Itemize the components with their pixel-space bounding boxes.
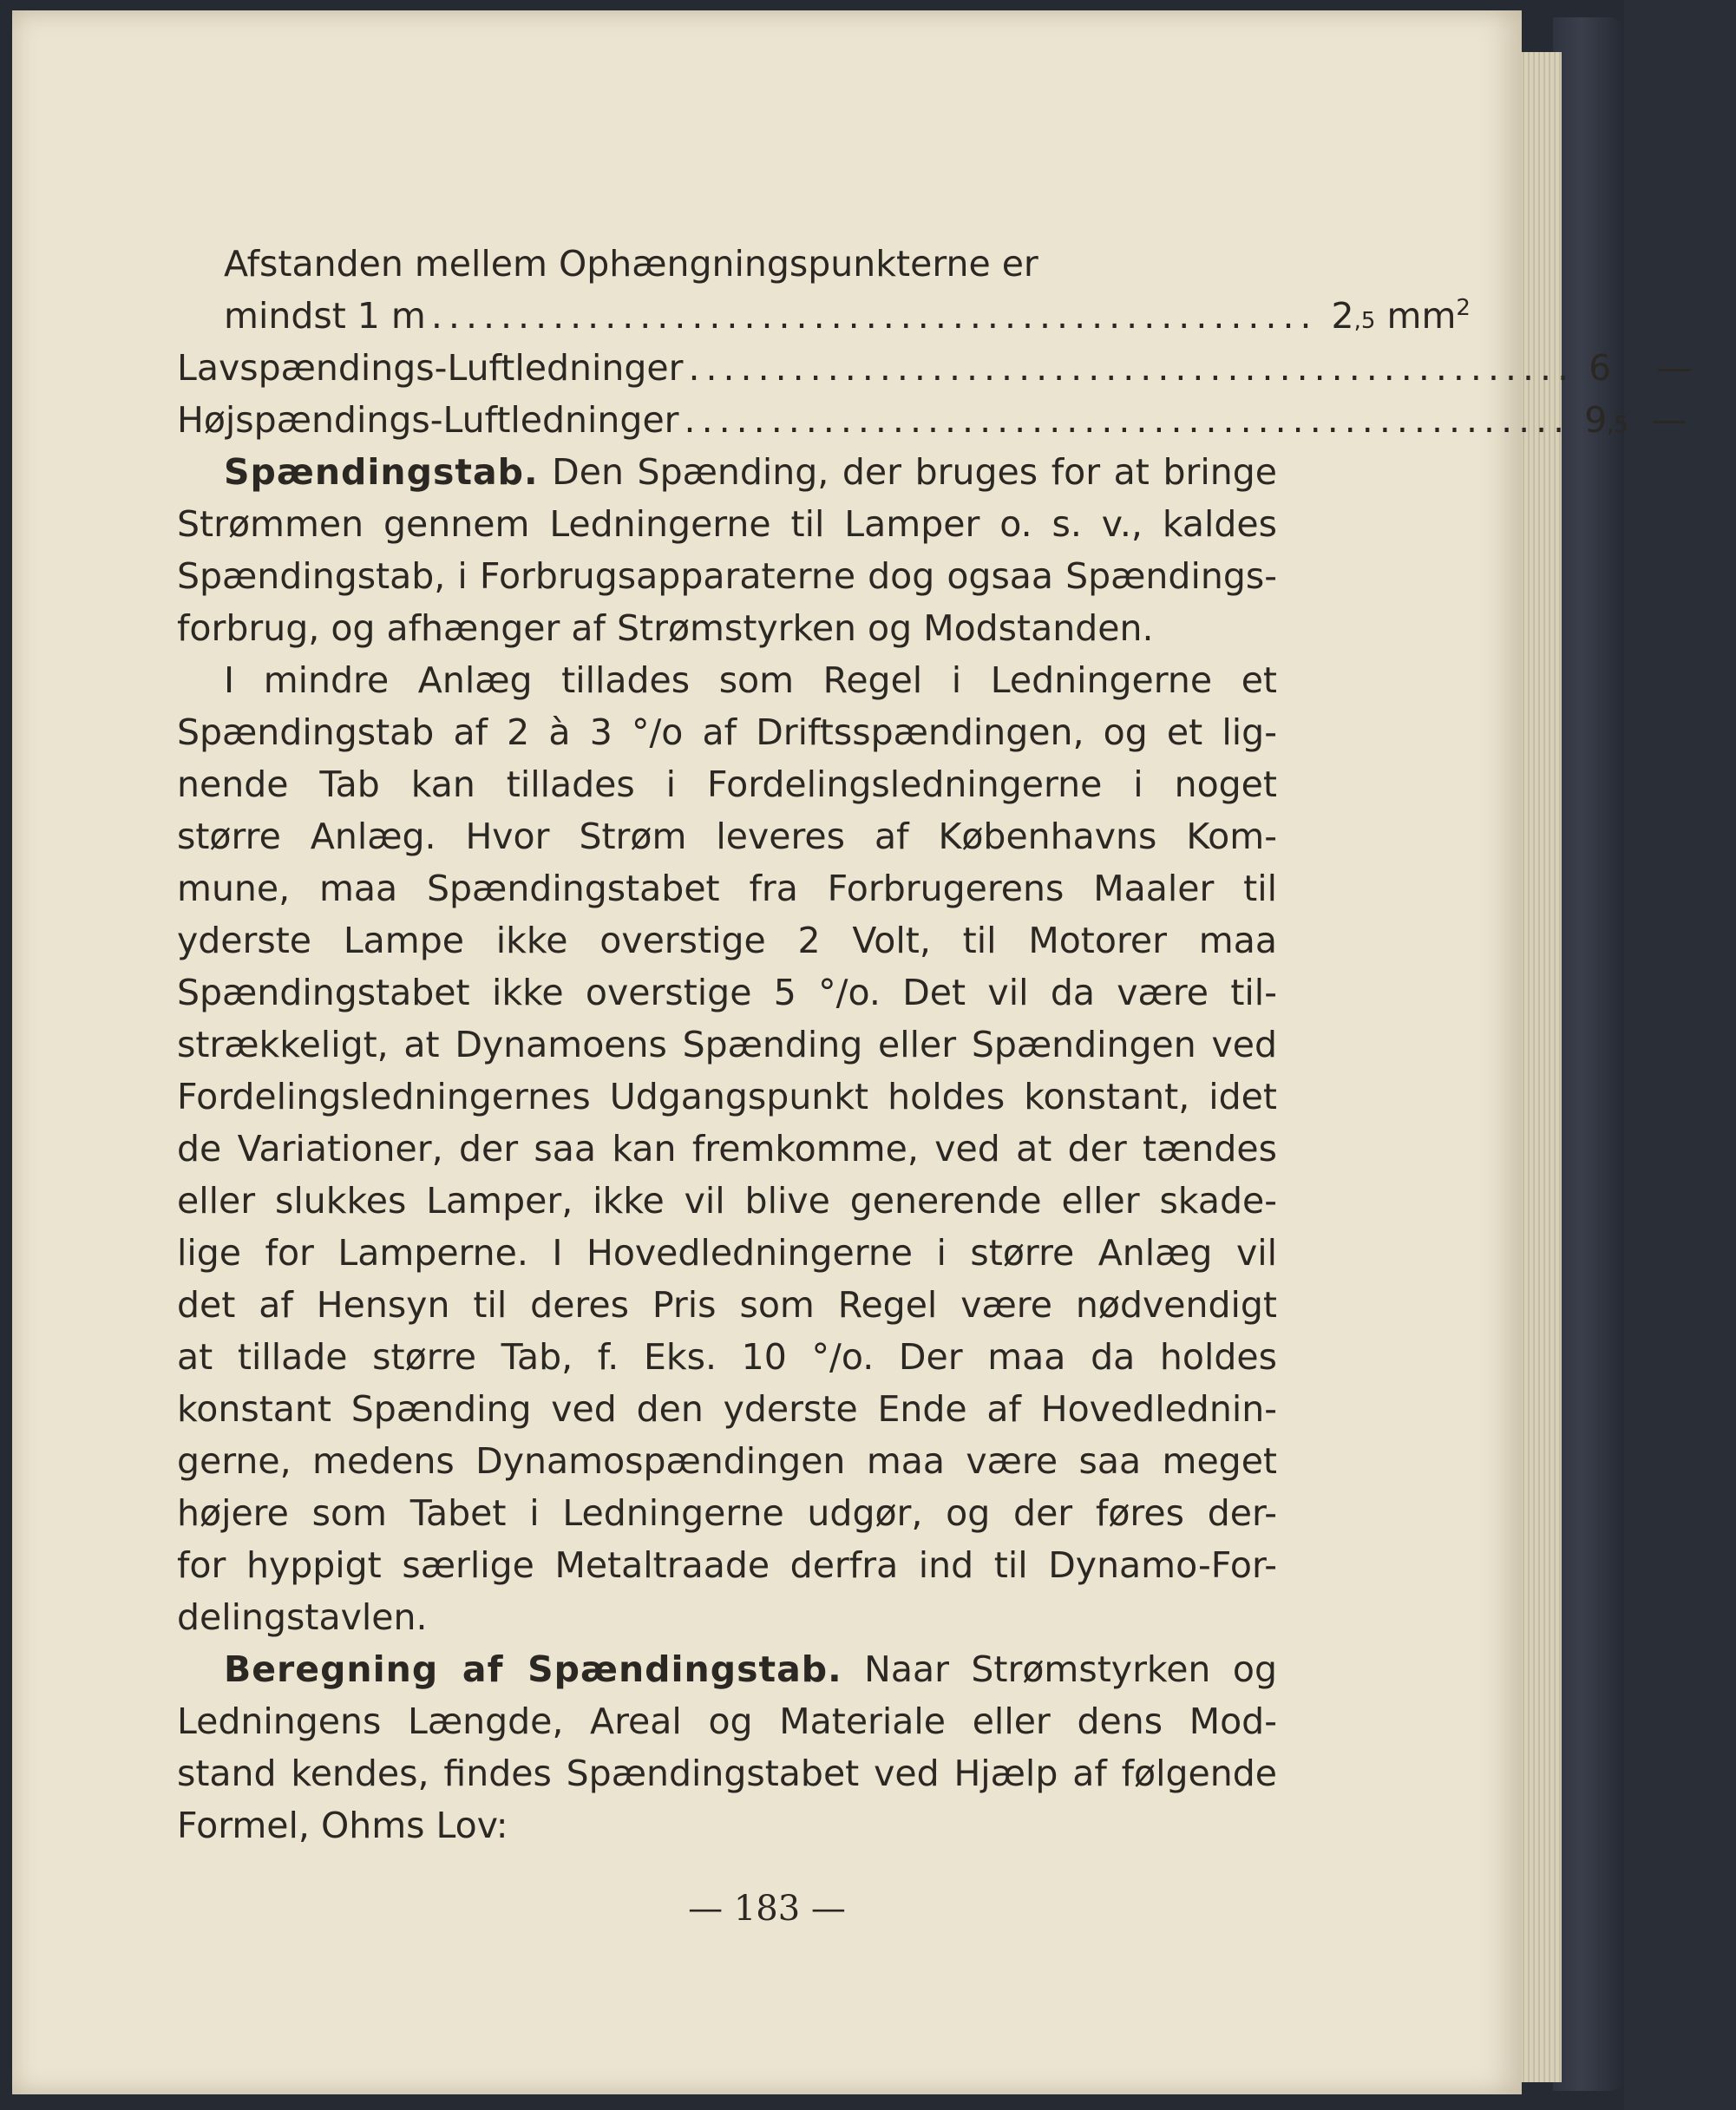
table-row-1-label: mindst 1 m — [224, 295, 426, 337]
table-row-2-value: 6 — — [1589, 347, 1693, 389]
table-row-1 — [177, 290, 1471, 342]
paragraph-line: mune, maa Spændingstabet fra Forbrugerens Maaler til — [177, 868, 1277, 909]
section-beregning-first-line: Beregning af Spændingstab. Naar Strømstyrken og — [224, 1648, 1277, 1690]
paragraph-line: eller slukkes Lamper, ikke vil blive generende eller skade- — [177, 1180, 1277, 1222]
table-row-3-leader: ................................................... — [684, 399, 1571, 441]
paragraph-line: Strømmen gennem Ledningerne til Lamper o. s. v., kaldes — [177, 503, 1277, 545]
paragraph-line: Formel, Ohms Lov: — [177, 1805, 508, 1846]
book-page — [12, 10, 1693, 2094]
paragraph-line: at tillade større Tab, f. Eks. 10 °/o. Der maa da holdes — [177, 1336, 1277, 1378]
section-heading: Spændingstab. — [224, 451, 539, 493]
paragraph-line: I mindre Anlæg tillades som Regel i Ledningerne et — [224, 659, 1277, 701]
page-number: — 183 — — [688, 1889, 846, 1929]
table-row-2-label: Lavspændings-Luftledninger — [177, 347, 684, 389]
table-row-1-heading — [177, 238, 1277, 290]
table-row-1-value: 2,5 $mm^2$ — [1331, 295, 1471, 337]
paragraph-line: delingstavlen. — [177, 1596, 428, 1638]
paragraph-line: yderste Lampe ikke overstige 2 Volt, til Motorer maa — [177, 920, 1277, 961]
table-row-1-leader: ................................................... — [430, 295, 1318, 337]
paragraph-line: Fordelingsledningernes Udgangspunkt holdes konstant, idet — [177, 1076, 1277, 1117]
table-row-3-label: Højspændings-Luftledninger — [177, 399, 679, 441]
paragraph-line: konstant Spænding ved den yderste Ende af Hovedlednin- — [177, 1388, 1277, 1430]
paragraph-line: Spændingstab af 2 à 3 °/o af Driftsspændingen, og et lig- — [177, 711, 1277, 753]
book-cover-edge — [1553, 17, 1624, 2091]
paragraph-line: det af Hensyn til deres Pris som Regel være nødvendigt — [177, 1284, 1277, 1326]
page-text — [177, 238, 1693, 1851]
table-row-2 — [177, 342, 1693, 394]
paragraph-line: gerne, medens Dynamospændingen maa være saa meget — [177, 1440, 1277, 1482]
section-spaendingstab-first-line: Spændingstab. Den Spænding, der bruges for at bringe — [224, 451, 1277, 493]
table-row-2-leader: ................................................... — [688, 347, 1576, 389]
paragraph-line: de Variationer, der saa kan fremkomme, ved at der tændes — [177, 1128, 1277, 1170]
table-row-1-heading-text: Afstanden mellem Ophængningspunkterne er — [224, 243, 1038, 285]
paragraph-line: lige for Lamperne. I Hovedledningerne i større Anlæg vil — [177, 1232, 1277, 1274]
section-heading: Beregning af Spændingstab. — [224, 1648, 842, 1690]
paragraph-line: for hyppigt særlige Metaltraade derfra ind til Dynamo-For- — [177, 1544, 1277, 1586]
paragraph-line: stand kendes, findes Spændingstabet ved Hjælp af følgende — [177, 1753, 1277, 1794]
table-row-3 — [177, 394, 1687, 446]
paragraph-line: større Anlæg. Hvor Strøm leveres af Københavns Kom- — [177, 816, 1277, 857]
paragraph-line: Spændingstab, i Forbrugsapparaterne dog ogsaa Spændings- — [177, 555, 1277, 597]
paragraph-line: højere som Tabet i Ledningerne udgør, og der føres der- — [177, 1492, 1277, 1534]
table-row-3-value: 9,5 — — [1584, 399, 1687, 441]
paragraph-line: forbrug, og afhænger af Strømstyrken og Modstanden. — [177, 607, 1154, 649]
paragraph-line: Spændingstabet ikke overstige 5 °/o. Det vil da være til- — [177, 972, 1277, 1013]
paragraph-line: Ledningens Længde, Areal og Materiale eller dens Mod- — [177, 1700, 1277, 1742]
paragraph-line: nende Tab kan tillades i Fordelingsledningerne i noget — [177, 763, 1277, 805]
paragraph-line: strækkeligt, at Dynamoens Spænding eller Spændingen ved — [177, 1024, 1277, 1065]
